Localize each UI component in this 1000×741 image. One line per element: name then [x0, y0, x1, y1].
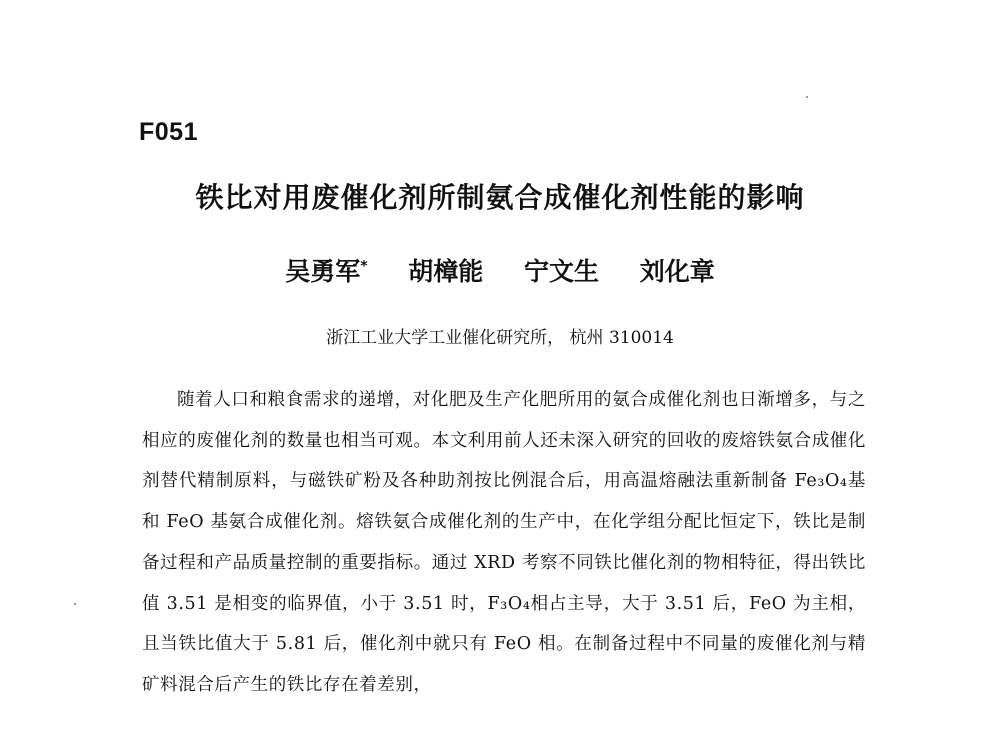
author-1	[285, 252, 367, 288]
affiliation: 浙江工业大学工业催化研究所， 杭州 310014	[326, 328, 674, 348]
paper-title: 铁比对用废催化剂所制氨合成催化剂性能的影响	[195, 181, 805, 214]
author-list	[0, 252, 1000, 288]
author-3: 宁文生	[524, 257, 600, 286]
corresponding-author-mark: *	[360, 258, 368, 275]
paper-code: F051	[139, 118, 198, 146]
author-2: 胡樟能	[408, 257, 484, 286]
scan-speck	[74, 603, 76, 605]
scan-speck	[806, 96, 808, 98]
author-1-name: 吴勇军	[285, 257, 361, 286]
abstract-paragraph: 随着人口和粮食需求的递增，对化肥及生产化肥所用的氨合成催化剂也日渐增多，与之相应的废催化剂的数量也相当可观。本文利用前人还未深入研究的回收的废熔铁氨合成催化剂替代精制原料，与磁铁矿粉及各种助剂按比例混合后，用高温熔融法重新制备 Fe₃O₄基和 FeO 基氨合成催化剂。熔铁氨合成催化剂的生产中，在化学组分配比恒定下，铁比是制备过程和产品质量控制的重要指标。通过 XRD 考察不同铁比催化剂的物相特征，得出铁比值 3.51 是相变的临界值，小于 3.51 时，F₃O₄相占主导，大于 3.51 后，FeO 为主相，且当铁比值大于 5.81 后，催化剂中就只有 FeO 相。在制备过程中不同量的废催化剂与精矿料混合后产生的铁比存在着差别，	[142, 390, 866, 695]
author-4: 刘化章	[639, 257, 715, 286]
